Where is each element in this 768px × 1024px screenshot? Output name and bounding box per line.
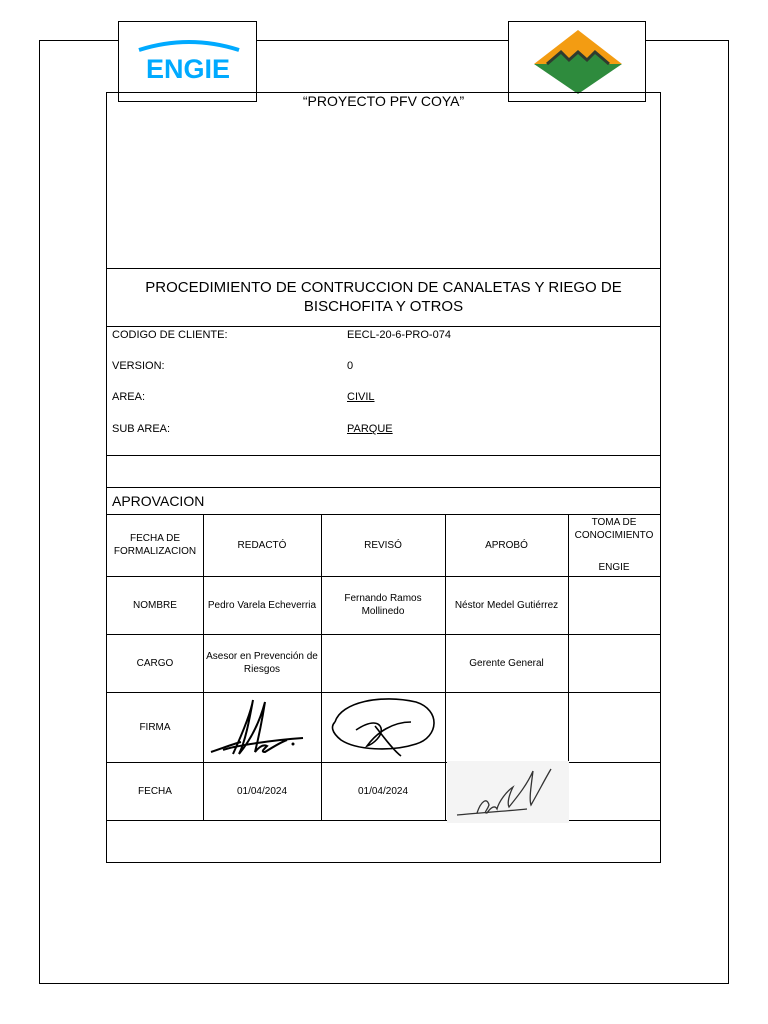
- fecha-redacto: 01/04/2024: [236, 785, 288, 797]
- row-label-fecha: FECHA: [138, 785, 172, 797]
- info-value-subarea: PARQUE: [347, 423, 393, 435]
- nombre-toma: [568, 576, 660, 634]
- project-title: “PROYECTO PFV COYA”: [302, 93, 465, 109]
- divider: [107, 326, 660, 327]
- info-label-subarea: SUB AREA:: [112, 423, 171, 435]
- nm-logo-box: [508, 21, 646, 102]
- divider: [107, 268, 660, 269]
- signature-redacto: [203, 692, 321, 762]
- col-header-aprobo: APROBÓ: [485, 539, 528, 551]
- nm-logo: [509, 22, 647, 103]
- nombre-redacto: Pedro Varela Echeverria: [207, 599, 317, 611]
- nombre-reviso: Fernando Ramos Mollinedo: [344, 593, 422, 617]
- info-label-area: AREA:: [112, 391, 146, 403]
- col-header-reviso: REVISÓ: [364, 539, 402, 551]
- cargo-redacto: Asesor en Prevención de Riesgos: [206, 651, 318, 675]
- engie-logo-text: ENGIE: [145, 54, 231, 84]
- cargo-toma: [568, 634, 660, 692]
- firma-toma: [568, 692, 660, 762]
- col-header-toma: TOMA DE CONOCIMIENTO: [574, 517, 654, 541]
- row-label-nombre: NOMBRE: [133, 599, 177, 611]
- document-table: [106, 92, 661, 863]
- nombre-aprobo: Néstor Medel Gutiérrez: [454, 599, 559, 611]
- row-label-cargo: CARGO: [136, 657, 174, 669]
- info-label-codigo: CODIGO DE CLIENTE:: [112, 329, 228, 341]
- engie-logo: [119, 22, 258, 103]
- signature-aprobo: [447, 761, 569, 823]
- info-label-version: VERSION:: [112, 360, 165, 372]
- divider: [107, 487, 660, 488]
- engie-logo-box: [118, 21, 257, 102]
- fecha-toma: [568, 762, 660, 820]
- signature-reviso: [321, 692, 445, 762]
- procedure-title: PROCEDIMIENTO DE CONTRUCCION DE CANALETAS Y RIEGO DE BISCHOFITA Y OTROS: [145, 279, 622, 315]
- approval-heading: APROVACION: [112, 493, 205, 509]
- cargo-aprobo: Gerente General: [469, 657, 544, 669]
- col-header-fecha-formalizacion: FECHA DE FORMALIZACION: [113, 533, 197, 557]
- info-value-version: 0: [347, 360, 354, 372]
- info-value-area: CIVIL: [347, 391, 375, 403]
- divider: [107, 820, 660, 821]
- info-value-codigo: EECL-20-6-PRO-074: [347, 329, 451, 341]
- col-header-engie: ENGIE: [598, 561, 630, 573]
- fecha-reviso: 01/04/2024: [357, 785, 409, 797]
- col-header-redacto: REDACTÓ: [237, 539, 287, 551]
- divider: [107, 455, 660, 456]
- row-label-firma: FIRMA: [139, 721, 171, 733]
- cargo-reviso: [321, 634, 445, 692]
- firma-aprobo: [445, 692, 568, 762]
